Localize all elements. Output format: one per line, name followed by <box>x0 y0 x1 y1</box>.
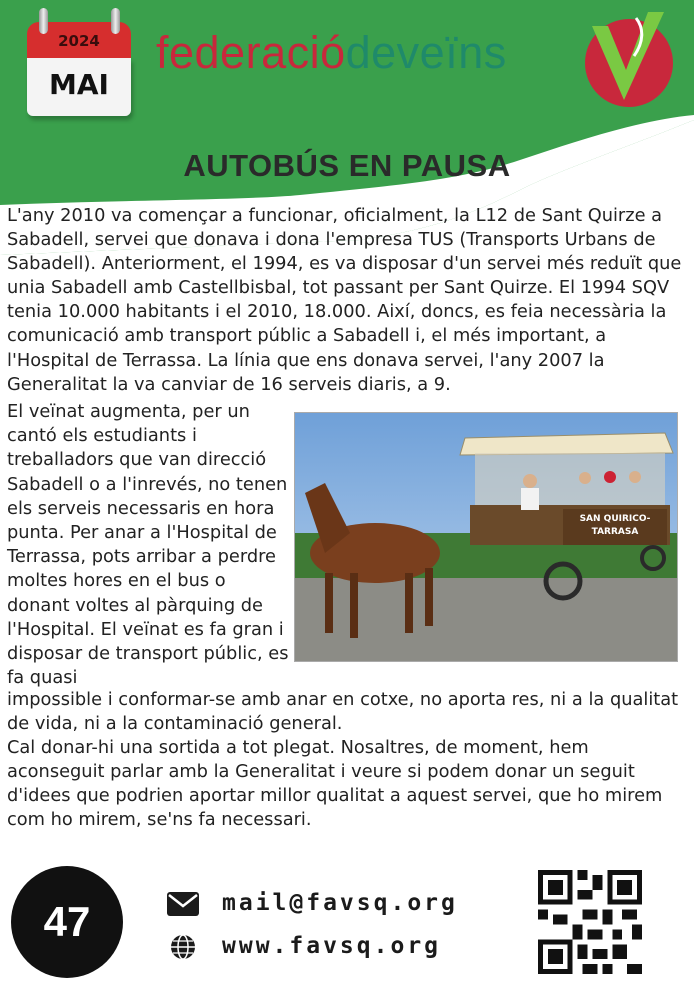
brand-name <box>156 26 507 80</box>
carriage-sign-line2: TARRASA <box>591 527 639 537</box>
envelope-icon <box>166 891 200 917</box>
article-title: AUTOBÚS EN PAUSA <box>183 148 511 183</box>
globe-icon <box>166 934 200 960</box>
brand-part-federacio: federació <box>156 27 346 78</box>
closing-paragraph: Cal donar-hi una sortida a tot plegat. Nosaltres, de moment, hem aconseguit parlar amb la Generalitat i veure si podem donar un seguit d'idees que podrien aportar millor qualitat a aquest servei, que ho mirem com ho mirem, se'ns fa necessari. <box>7 737 663 831</box>
page-number: 47 <box>11 866 123 978</box>
intro-paragraph: L'any 2010 va començar a funcionar, oficialment, la L12 de Sant Quirze a Sabadell, servei que donava i dona l'empresa TUS (Transports Urbans de Sabadell). Anteriorment, el 1994, es va disposar d'un servei més reduït que unia Sabadell amb Castellbisbal, tot passant per Sant Quirze. El 1994 SQV tenia 10.000 habitants i el 2010, 18.000. Així, doncs, es feia necessària la comunicació amb transport públic a Sabadell i, el més important, a l'Hospital de Terrassa. La línia que ens donava servei, l'any 2007 la Generalitat la va canviar de 16 serveis diaris, a 9. <box>7 205 682 395</box>
calendar-icon <box>27 6 135 124</box>
horse-carriage-photo <box>294 412 678 662</box>
website-url[interactable]: www.favsq.org <box>222 933 442 959</box>
brand-part-deveins: deveïns <box>345 27 507 78</box>
continued-paragraph: impossible i conformar-se amb anar en cotxe, no aporta res, ni a la qualitat de vida, ni a la contaminació general. <box>7 689 679 735</box>
mail-address[interactable]: mail@favsq.org <box>222 890 458 916</box>
article-wrapped-paragraph: El veïnat augmenta, per un cantó els estudiants i treballadors que van direcció Sabadell o a l'inrevés, no tenen els serveis necessaris en hora punta. Per anar a l'Hospital de Terrassa, pots arribar a perdre moltes hores en el bus o donant voltes al pàrquing de l'Hospital. El veïnat es fa gran i disposar de transport públic, es fa quasi <box>7 401 289 689</box>
federation-logo <box>572 8 686 108</box>
calendar-ring-right <box>111 8 120 34</box>
calendar-ring-left <box>39 8 48 34</box>
article-intro <box>7 204 691 397</box>
article-continuation <box>7 688 691 833</box>
qr-code[interactable] <box>538 870 642 974</box>
contact-web[interactable] <box>166 933 441 960</box>
carriage-sign-line1: SAN QUIRICO- <box>579 514 651 524</box>
contact-mail[interactable] <box>166 890 458 917</box>
calendar-year: 2024 <box>58 32 100 50</box>
calendar-month: MAI <box>27 58 131 116</box>
